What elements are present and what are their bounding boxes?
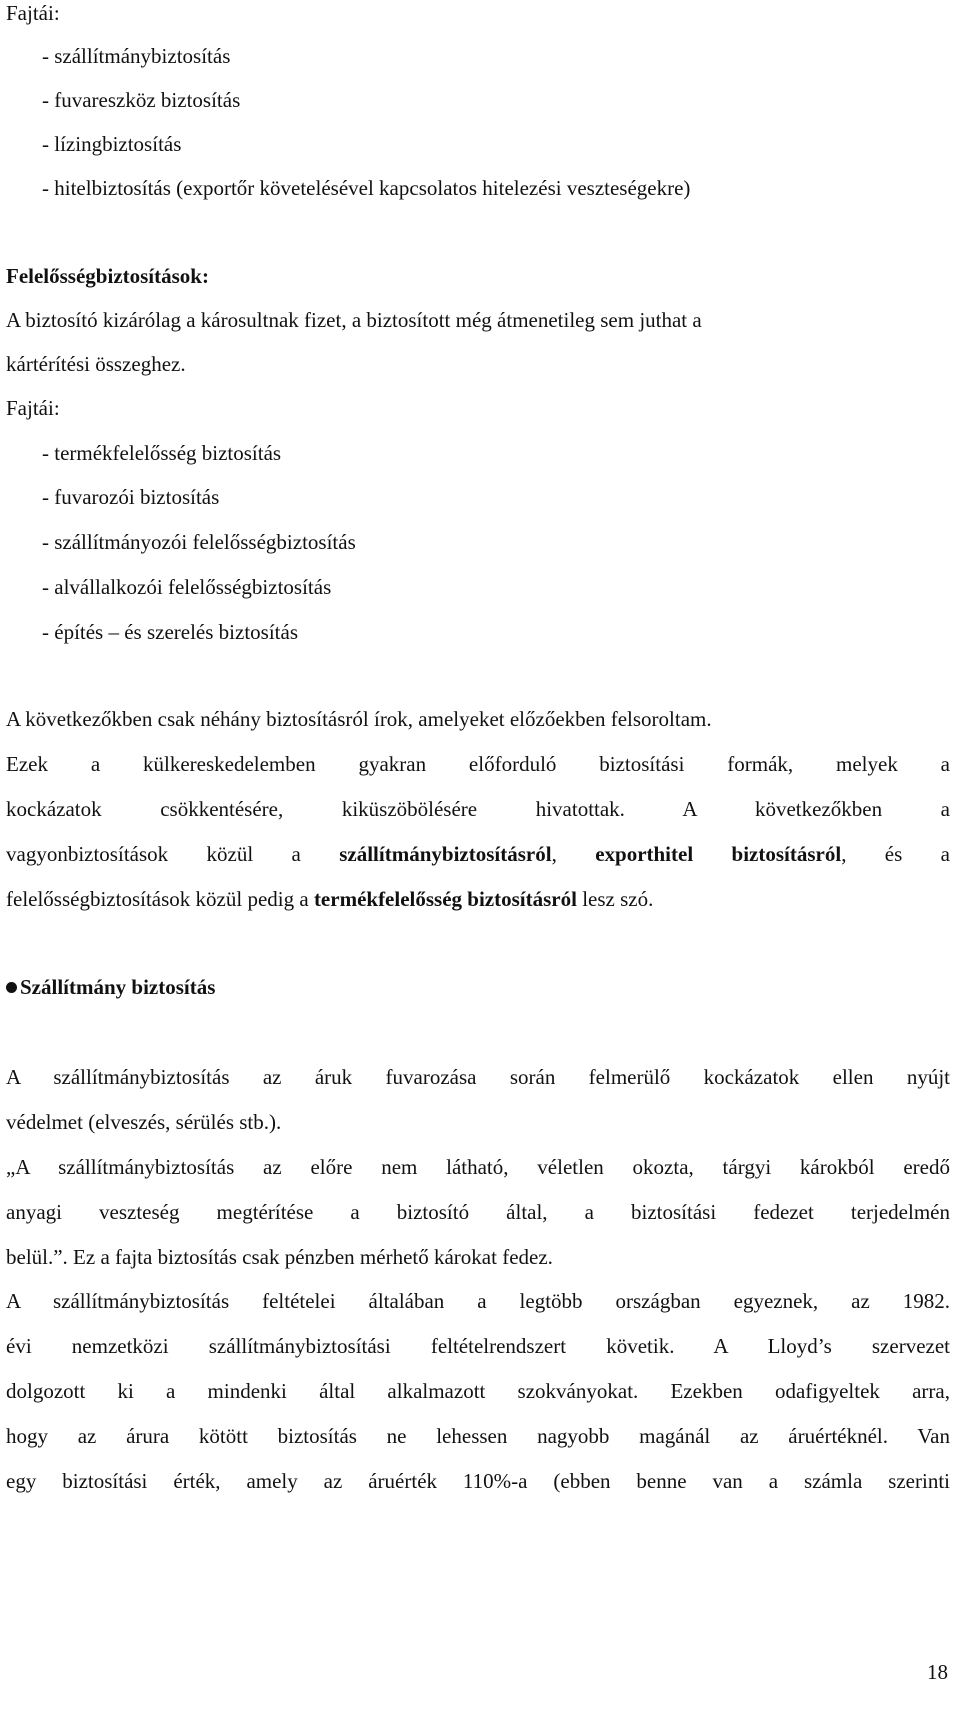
paragraph-line: egy biztosítási érték, amely az áruérték 110%-a (ebben benne van a számla szerinti [6,1469,950,1493]
paragraph-line: belül.”. Ez a fajta biztosítás csak pénzben mérhető károkat fedez. [6,1245,553,1269]
list-item: - termékfelelősség biztosítás [42,441,282,465]
paragraph-line: hogy az árura kötött biztosítás ne lehessen nagyobb magánál az áruértéknél. Van [6,1424,950,1448]
paragraph-line: A szállítmánybiztosítás az áruk fuvarozása során felmerülő kockázatok ellen nyújt [6,1065,950,1089]
bold-term: szállítmánybiztosításról [339,842,552,866]
text-span: , [551,842,596,866]
list-item: - szállítmányozói felelősségbiztosítás [42,530,356,554]
list-item: - szállítmánybiztosítás [42,44,231,68]
paragraph-line: dolgozott ki a mindenki által alkalmazott szokványokat. Ezekben odafigyeltek arra, [6,1379,950,1403]
list-item: - lízingbiztosítás [42,132,182,156]
list-item: - építés – és szerelés biztosítás [42,620,298,644]
section-heading [6,974,215,1000]
text-span: , és a [841,842,950,866]
list-item: - hitelbiztosítás (exportőr követelésével kapcsolatos hitelezési veszteségekre) [42,176,691,200]
text-span: vagyonbiztosítások közül a [6,842,340,866]
paragraph-line: kártérítési összeghez. [6,352,186,376]
text-span: lesz szó. [576,887,654,911]
paragraph-line: Ezek a külkereskedelemben gyakran előforduló biztosítási formák, melyek a [6,752,950,776]
paragraph-line [6,841,950,867]
list-item: - fuvarozói biztosítás [42,485,220,509]
list-item: - alvállalkozói felelősségbiztosítás [42,575,332,599]
section-heading-text: Szállítmány biztosítás [20,975,216,999]
bullet-icon [6,982,17,993]
paragraph-line: „A szállítmánybiztosítás az előre nem látható, véletlen okozta, tárgyi károkból eredő [6,1155,950,1179]
types-heading: Fajtái: [6,1,60,25]
paragraph-line: évi nemzetközi szállítmánybiztosítási feltételrendszert követik. A Lloyd’s szervezet [6,1334,950,1358]
text-span: felelősségbiztosítások közül pedig a [6,887,314,911]
liability-heading: Felelősségbiztosítások: [6,264,209,288]
paragraph-line: A szállítmánybiztosítás feltételei általában a legtöbb országban egyeznek, az 1982. [6,1289,950,1313]
paragraph-line: kockázatok csökkentésére, kiküszöbölésére hivatottak. A következőkben a [6,797,950,821]
bold-term: exporthitel biztosításról [595,842,842,866]
paragraph-line: A biztosító kizárólag a károsultnak fizet, a biztosított még átmenetileg sem juthat a [6,308,702,332]
paragraph-line [6,886,653,912]
paragraph-line: anyagi veszteség megtérítése a biztosító által, a biztosítási fedezet terjedelmén [6,1200,950,1224]
list-item: - fuvareszköz biztosítás [42,88,241,112]
types-heading: Fajtái: [6,396,60,420]
page-number: 18 [927,1660,948,1684]
paragraph-line: védelmet (elveszés, sérülés stb.). [6,1110,282,1134]
paragraph-line: A következőkben csak néhány biztosításról írok, amelyeket előzőekben felsoroltam. [6,707,712,731]
bold-term: termékfelelősség biztosításról [313,887,577,911]
